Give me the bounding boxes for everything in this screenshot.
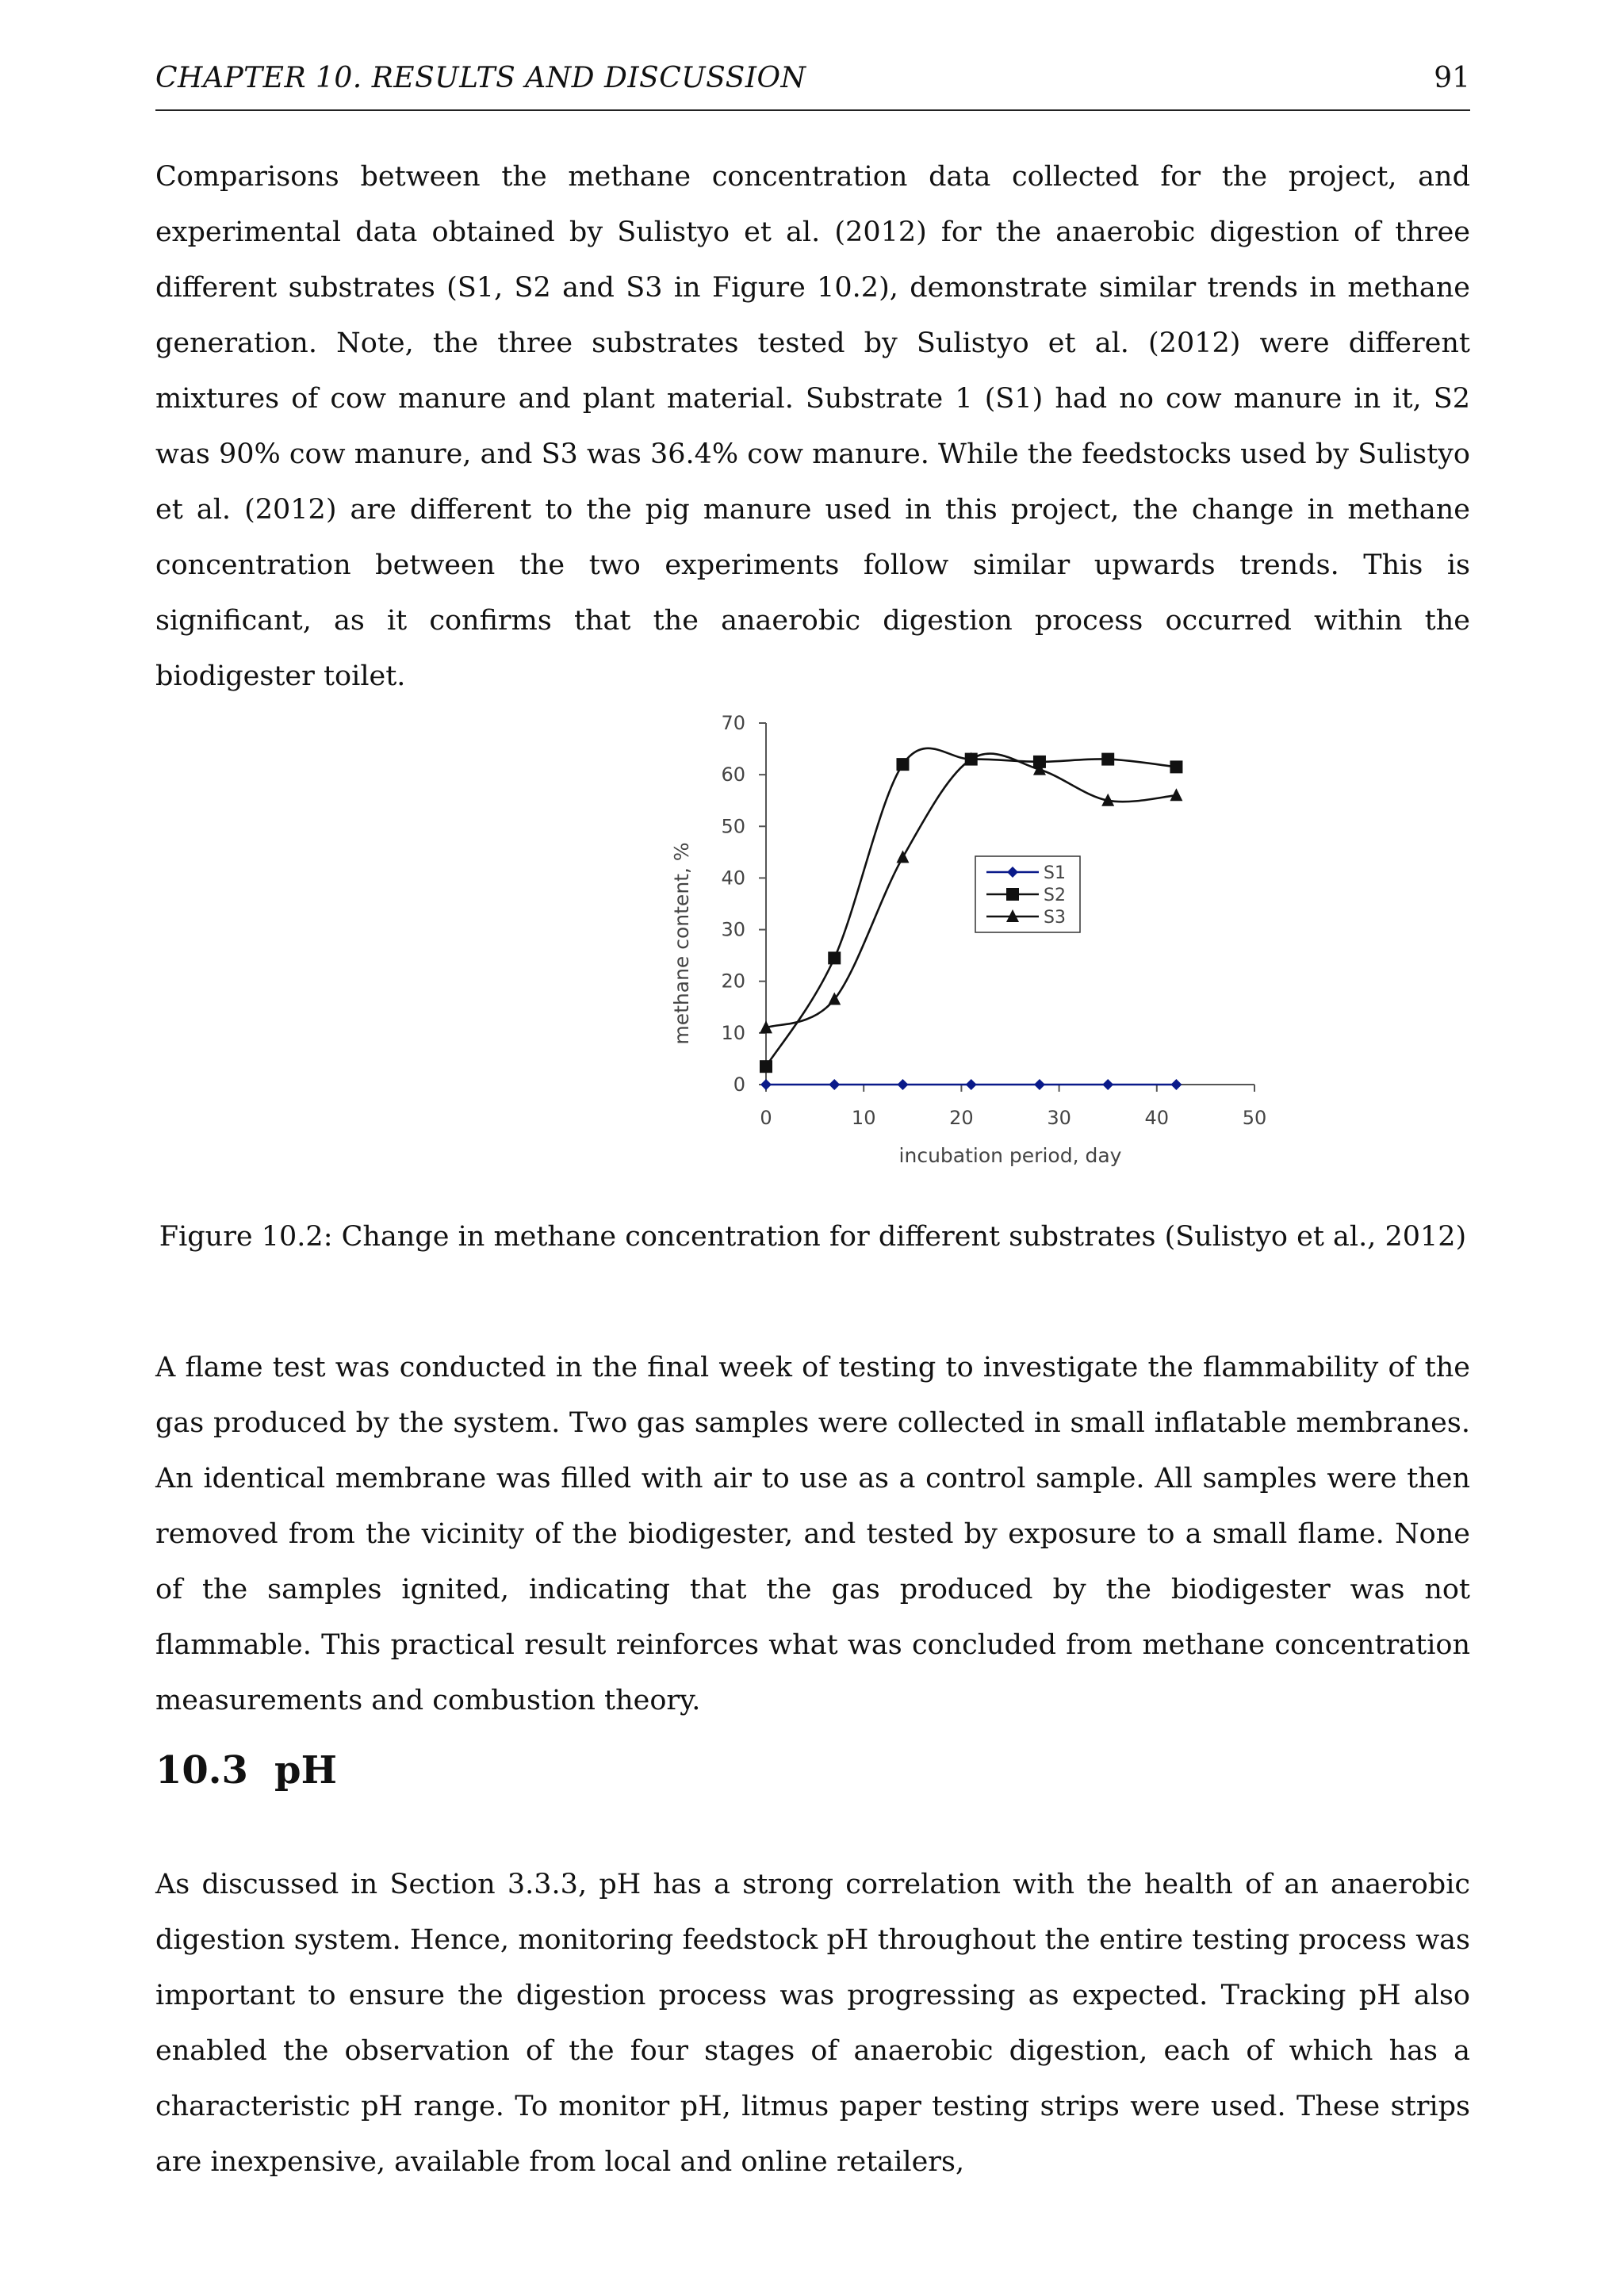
chart-series [760,748,1182,1090]
series-s3 [760,752,1182,1034]
series-s2 [760,748,1182,1073]
legend-marker-s2 [1006,888,1019,901]
section-number: 10.3 [155,1748,248,1793]
section-title-text: pH [274,1748,337,1793]
point-s2-7 [828,951,841,964]
paragraph-flame-test: A flame test was conducted in the final week of testing to investigate the flammability of the gas produced by the system. Two gas samples were collected in small inflatable membranes. An identical membrane was filled with air to use as a control sample. All samples were then removed from the vicinity of the biodigester, and tested by exposure to a small flame. None of the samples ignited, indicating that the gas produced by the biodigester was not flammable. This practical result reinforces what was concluded from methane concentration measurements and combustion theory. [155,1352,1470,1716]
y-tick-label-70: 70 [721,712,745,734]
point-s2-0 [760,1060,772,1073]
x-tick-label-20: 20 [949,1107,974,1129]
point-s1-35 [1102,1079,1113,1090]
x-tick-label-0: 0 [760,1107,772,1129]
y-tick-label-30: 30 [721,918,745,941]
x-tick-label-50: 50 [1242,1107,1267,1129]
point-s1-14 [897,1079,908,1090]
legend-label-s2: S2 [1044,886,1066,905]
chapter-title: CHAPTER 10. RESULTS AND DISCUSSION [155,62,806,94]
point-s1-42 [1170,1079,1182,1090]
point-s2-14 [896,758,909,771]
point-s3-14 [896,850,909,863]
chart-legend [975,856,1080,932]
figure-caption: Figure 10.2: Change in methane concentration for different substrates (Sulistyo et al., 2012) [159,1221,1467,1253]
legend-label-s1: S1 [1044,863,1066,883]
series-line-s2 [766,748,1176,1066]
y-tick-label-10: 10 [721,1021,745,1044]
legend-label-s3: S3 [1044,908,1066,928]
x-tick-label-40: 40 [1144,1107,1170,1129]
point-s2-35 [1101,753,1114,766]
y-tick-label-60: 60 [721,763,745,786]
x-tick-label-10: 10 [851,1107,876,1129]
point-s1-0 [760,1079,772,1090]
section-heading [155,1748,337,1793]
x-tick-label-30: 30 [1047,1107,1071,1129]
point-s2-42 [1170,760,1182,773]
y-tick-label-50: 50 [721,815,745,838]
y-axis-label: methane content, % [670,842,693,1045]
paragraph-methane-comparison: Comparisons between the methane concentration data collected for the project, and experimental data obtained by Sulistyo et al. (2012) for the anaerobic digestion of three different substrates (S1, S2 and S3 in Figure 10.2), demonstrate similar trends in methane generation. Note, the three substrates tested by Sulistyo et al. (2012) were different mixtures of cow manure and plant material. Substrate 1 (S1) had no cow manure in it, S2 was 90% cow manure, and S3 was 36.4% cow manure. While the feedstocks used by Sulistyo et al. (2012) are different to the pig manure used in this project, the change in methane concentration between the two experiments follow similar upwards trends. This is significant, as it confirms that the anaerobic digestion process occurred within the biodigester toilet. [155,161,1470,692]
series-s1 [760,1079,1182,1090]
chart-axes [670,712,1266,1167]
methane-chart [492,698,1285,1205]
page-number: 91 [1434,62,1470,94]
y-tick-label-20: 20 [721,970,745,993]
y-tick-label-40: 40 [721,867,745,890]
point-s1-7 [829,1079,840,1090]
paragraph-ph-monitoring: As discussed in Section 3.3.3, pH has a strong correlation with the health of an anaerobic digestion system. Hence, monitoring feedstock pH throughout the entire testing process was important to ensure the digestion process was progressing as expected. Tracking pH also enabled the observation of the four stages of anaerobic digestion, each of which has a characteristic pH range. To monitor pH, litmus paper testing strips were used. These strips are inexpensive, available from local and online retailers, [155,1869,1470,2178]
point-s3-42 [1170,788,1182,801]
point-s1-28 [1034,1079,1045,1090]
point-s1-21 [966,1079,977,1090]
running-header [155,62,1470,111]
y-tick-label-0: 0 [733,1073,745,1096]
x-axis-label: incubation period, day [898,1144,1122,1167]
series-line-s3 [766,754,1176,1028]
